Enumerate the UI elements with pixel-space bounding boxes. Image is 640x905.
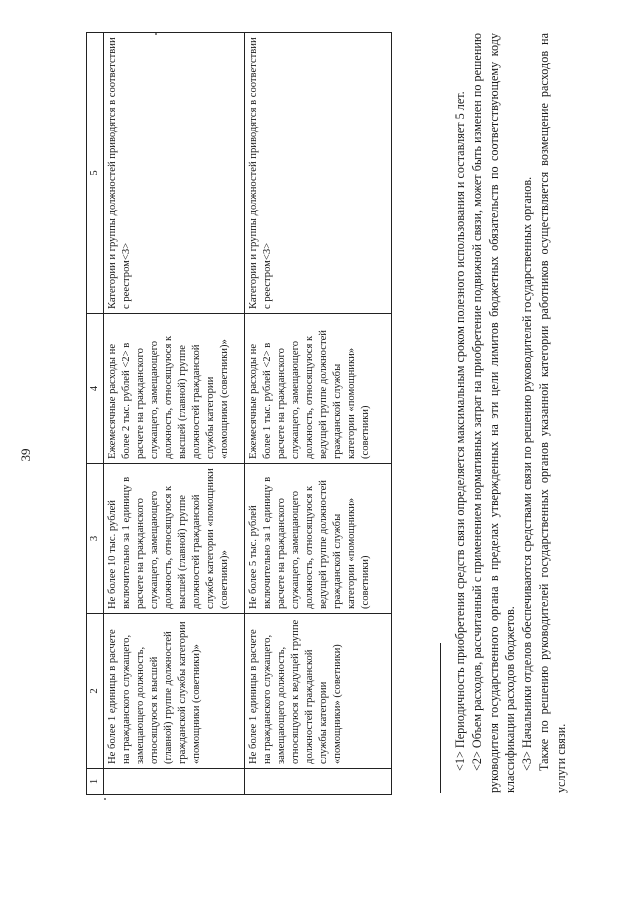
category-note-cell: Категории и группы должностей приводятся в соответствии с реестром<3> [245,33,392,314]
table-row [104,33,245,795]
closing-paragraph: Также по решению руководителей государственных органов указанной категории работников осуществляется возмещение расходов на услуги связи. [537,33,568,793]
monthly-expense-cell: Ежемесячные расходы не более 1 тыс. рублей <2> в расчете на гражданского служащего, замещающего должность, относящуюся к ведущей группе должностей гражданской службы категории «помощники» (советники) [245,314,392,464]
footnote-separator [440,643,441,793]
quantity-norm-cell: Не более 1 единицы в расчете на гражданского служащего, замещающего должность, относящуюся к ведущей группе должностей гражданской службы категории «помощники» (советники) [245,614,392,769]
column-number-cell: 3 [87,464,104,614]
requirements-table [86,32,392,795]
monthly-expense-cell: Ежемесячные расходы не более 2 тыс. рублей <2> в расчете на гражданского служащего, замещающего должность, относящуюся к высшей (главной) группе должностей гражданской службы категории «помощники (советники)» [104,314,245,464]
price-norm-cell: Не более 5 тыс. рублей включительно за 1 единицу в расчете на гражданского служащего, замещающего должность, относящуюся к ведущей группе должностей гражданской службы категории «помощники» (советники) [245,464,392,614]
column-number-cell: 4 [87,314,104,464]
page-number: 39 [18,448,33,462]
table-header-row [87,33,104,795]
footnote-1: <1> Периодичность приобретения средств связи определяется максимальным сроком полезного использования и составляет 5 лет. [453,91,467,771]
column-number-cell: 5 [87,33,104,314]
price-norm-cell: Не более 10 тыс. рублей включительно за 1 единицу в расчете на гражданского служащего, замещающего должность, относящуюся к высшей (главной) группе должностей гражданской службе категории «помощники (советники)» [104,464,245,614]
category-note-cell: Категории и группы должностей приводятся в соответствии с реестром<3> [104,33,245,314]
table-row [245,33,392,795]
footnotes [452,33,570,793]
table-cell [245,769,392,795]
footnote-2: <2> Объем расходов, рассчитанный с применением нормативных затрат на приобретение подвижной связи, может быть изменен по решению руководителя государственного органа в пределах утвержденных на эти цели лимитов бюджетных обязательств по соответствующему коду классификации расходов бюджетов. [469,33,518,793]
footnote-3: <3> Начальники отделов обеспечиваются средствами связи по решению руководителей государственных органов. [520,176,535,771]
table-cell [104,769,245,795]
column-number-cell: 1 [87,769,104,795]
column-number-cell: 2 [87,614,104,769]
quantity-norm-cell: Не более 1 единицы в расчете на гражданского служащего, замещающего должность, относящуюся к высшей (главной) группе должностей гражданской службы категории «помощники (советники)» [104,614,245,769]
